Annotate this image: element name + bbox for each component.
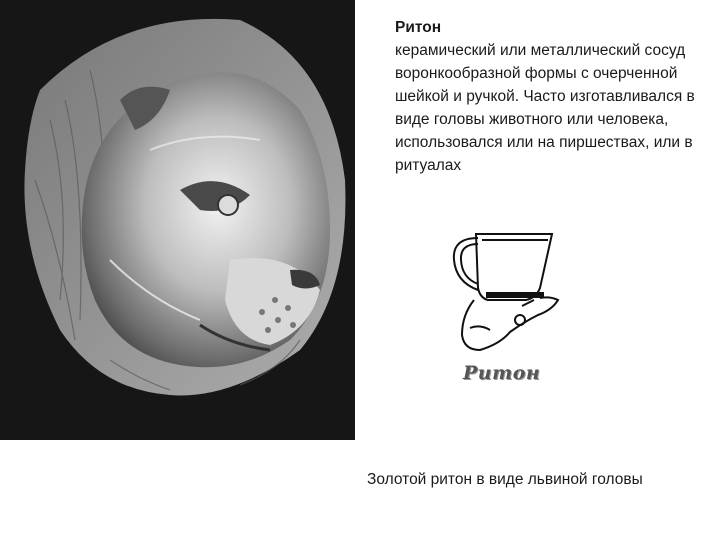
- rhyton-sketch-caption: Ритон: [463, 362, 541, 384]
- rhyton-sketch: [440, 220, 570, 360]
- rhyton-title: Ритон: [395, 19, 442, 36]
- lion-head-rhyton-image: [0, 0, 355, 440]
- rhyton-sketch-image: [440, 220, 570, 360]
- lion-head-rhyton-photo: [0, 0, 355, 440]
- photo-caption: Золотой ритон в виде львиной головы: [367, 471, 643, 488]
- rhyton-definition: керамический или металлический сосуд воронкообразной формы с очерченной шейкой и ручкой. Часто изготавливался в виде головы животного или человека, использовался или на пиршествах, или в ритуалах: [395, 42, 695, 174]
- rhyton-description: [395, 16, 695, 177]
